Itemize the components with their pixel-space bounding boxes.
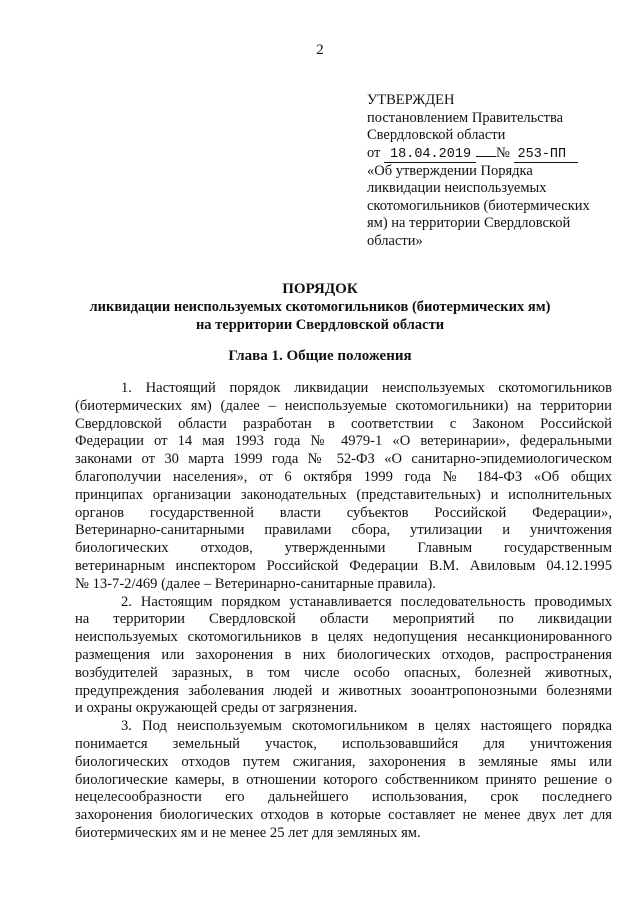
paragraph-line: Свердловской области разработан в соответствии с Законом Российской [75,415,612,432]
paragraph-line: размещения или захоронения в них биологических отходов, распространения [75,646,612,663]
title-line-1: ПОРЯДОК [282,281,358,297]
paragraph-line: на территории Свердловской области мероприятий по ликвидации [75,611,612,628]
approval-date-gap [476,156,496,157]
paragraph-line: биологических отходов путем сжигания, захоронения в земляные ямы или [75,753,612,770]
paragraph-line: Федерации от 14 мая 1993 года № 4979-1 «О ветеринарии», федеральными [75,433,612,450]
approval-date: 18.04.2019 [384,147,476,163]
approval-heading: УТВЕРЖДЕН [367,92,455,108]
paragraph-line: 3. Под неиспользуемым скотомогильником в целях настоящего порядка [121,718,612,735]
approval-line-2: Свердловской области [367,127,506,143]
page-number: 2 [316,42,324,58]
paragraph [75,594,612,719]
paragraph-line: принципах организации законодательных (представительных) и исполнительных [75,486,612,503]
title-line-2: ликвидации неиспользуемых скотомогильников (биотермических ям) [89,299,551,315]
approval-subject-line: ликвидации неиспользуемых [367,180,547,196]
paragraph-line: законами от 30 марта 1999 года № 52-ФЗ «О санитарно-эпидемиологическом [75,451,612,468]
paragraph [75,380,612,594]
paragraph-line: нецелесообразности его дальнейшего использования, срок последнего [75,789,612,806]
approval-subject-line: «Об утверждении Порядка [367,162,533,179]
approval-subject-line: ям) на территории Свердловской [367,215,571,231]
paragraph-line: возбудителей заразных, в том числе особо опасных, болезней животных, [75,664,612,681]
approval-date-line [367,145,622,163]
paragraph-line: № 13-7-2/469 (далее – Ветеринарно-санитарные правила). [75,575,436,592]
paragraph-line: и охраны окружающей среды от загрязнения. [75,700,358,717]
paragraph-line: неиспользуемых скотомогильников в целях недопущения несанкционированного [75,629,612,646]
document-body [75,380,612,843]
approval-number: 253-ПП [514,147,578,163]
paragraph-line: Ветеринарно-санитарными правилами сбора, утилизации и уничтожения [75,522,612,539]
paragraph-line: понимается земельный участок, использовавшийся для уничтожения [75,735,612,752]
paragraph-line: благополучии населения», от 6 октября 1999 года № 184-ФЗ «Об общих [75,468,612,485]
approval-from-prefix: от [367,144,381,161]
approval-line-1: постановлением Правительства [367,109,564,126]
approval-subject-line: скотомогильников (биотермических [367,197,590,214]
paragraph-line: ветеринарным инспектором Российской Федерации В.М. Авиловым 04.12.1995 [75,557,612,574]
paragraph-line: 1. Настоящий порядок ликвидации неиспользуемых скотомогильников [121,380,612,396]
paragraph-line: биотермических ям и не менее 25 лет для земляных ям. [75,824,421,841]
paragraph-line: биологические камеры, в отношении которого собственником принято решение о [75,771,612,788]
approval-number-prefix: № [496,144,510,161]
title-line-3: на территории Свердловской области [195,317,445,333]
paragraph-line: (биотермических ям) (далее – неиспользуемые скотомогильники) на территории [75,397,612,414]
paragraph-line: захоронения биологических отходов в которые составляет не менее двух лет для [75,807,612,824]
document-title [0,280,640,334]
approval-stamp [367,92,622,250]
paragraph-line: биологических отходов, утвержденными Главным государственным [75,540,612,557]
paragraph-line: 2. Настоящим порядком устанавливается последовательность проводимых [121,593,612,610]
chapter-heading: Глава 1. Общие положения [228,348,412,364]
approval-subject-line: области» [367,232,423,249]
paragraph-line: органов государственной власти субъектов Российской Федерации», [75,504,612,521]
paragraph-line: предупреждения заболевания людей и животных зооантропонозными болезнями [75,682,612,699]
paragraph [75,718,612,843]
